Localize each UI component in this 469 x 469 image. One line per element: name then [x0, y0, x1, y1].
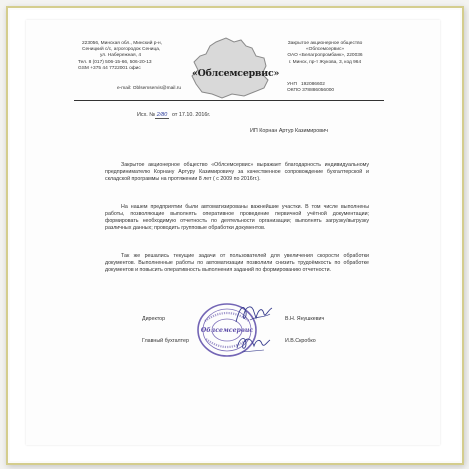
bank-details-line: «Облсемсервис»	[305, 47, 345, 53]
unp-value: 192086602	[300, 82, 325, 87]
company-codes	[287, 82, 334, 94]
sender-address-line: Сеницкий с/с, агрогородок Сеница,	[82, 47, 161, 53]
reference-date: от 17.10. 2016г.	[172, 112, 211, 118]
sender-address-line: 223056, Минская обл., Минский р-н,	[82, 41, 162, 46]
bank-details	[275, 41, 375, 66]
body-paragraph: На нашем предприятии были автоматизированы важнейшие участки. В том числе выполнены работы, позволяющие выполнять оперативное проведение первичной учётной документации; формировать необходимую отчетность по деятельности организации; выполнять загрузку/выгрузку различных данных; проводить групповые обработки документов.	[105, 204, 369, 231]
sender-address-line: ул. Набережная, 4	[100, 53, 141, 59]
sender-address	[78, 41, 178, 72]
stamp-text: Облсемсервис	[200, 327, 254, 334]
director-label: Директор	[142, 316, 166, 322]
sender-email: e-mail: Oblsemservis@mail.ru	[117, 86, 182, 91]
company-logo-text: «Облсемсервис»	[192, 68, 280, 79]
sender-address-line: GSM +375 44 7722001 офис	[78, 65, 141, 71]
body-paragraph: Так же решались текущие задачи от пользователей для увеличения скорости обработки документов. Выполненные работы по автоматизации позволили снизить трудоёмкость по обработке документов и повысить оперативность выполнения заданий по формированию отчетности.	[105, 253, 369, 273]
accountant-signature-icon	[234, 332, 272, 356]
unp-label: УНП	[287, 82, 297, 87]
addressee: ИП Корнан Артур Казимирович	[250, 128, 328, 134]
bank-details-line: г. Минск, пр-т Жукова, 3, код 964	[288, 59, 362, 65]
bank-details-line: ОАО «Белагропромбанк», 220036	[287, 53, 363, 59]
accountant-name: И.В.Скробко	[285, 338, 316, 344]
outgoing-reference	[137, 112, 210, 119]
okpo-value: 378886056000	[302, 88, 335, 94]
body-paragraph: Закрытое акционерное общество «Облсемсервис» выражает благодарность индивидуальному предпринимателю Корнану Артуру Казимировичу за качественное сопровождение бухгалтерской и складской программы на протяжении 8 лет ( с 2009 по 2016гг.).	[105, 162, 369, 182]
bank-details-line: Закрытое акционерное общество	[287, 41, 363, 46]
reference-number: 2/80	[156, 112, 168, 118]
letterhead-divider	[74, 100, 384, 101]
director-name: В.Н. Янушкевич	[285, 316, 325, 322]
sender-address-line: Тел. 8 (017) 506-15-66, 506-20-13	[78, 59, 152, 65]
reference-prefix: Исх. №	[137, 112, 156, 118]
accountant-label: Главный бухгалтер	[142, 338, 189, 344]
okpo-label: ОКПО	[287, 88, 301, 94]
director-signature-icon	[232, 300, 276, 328]
